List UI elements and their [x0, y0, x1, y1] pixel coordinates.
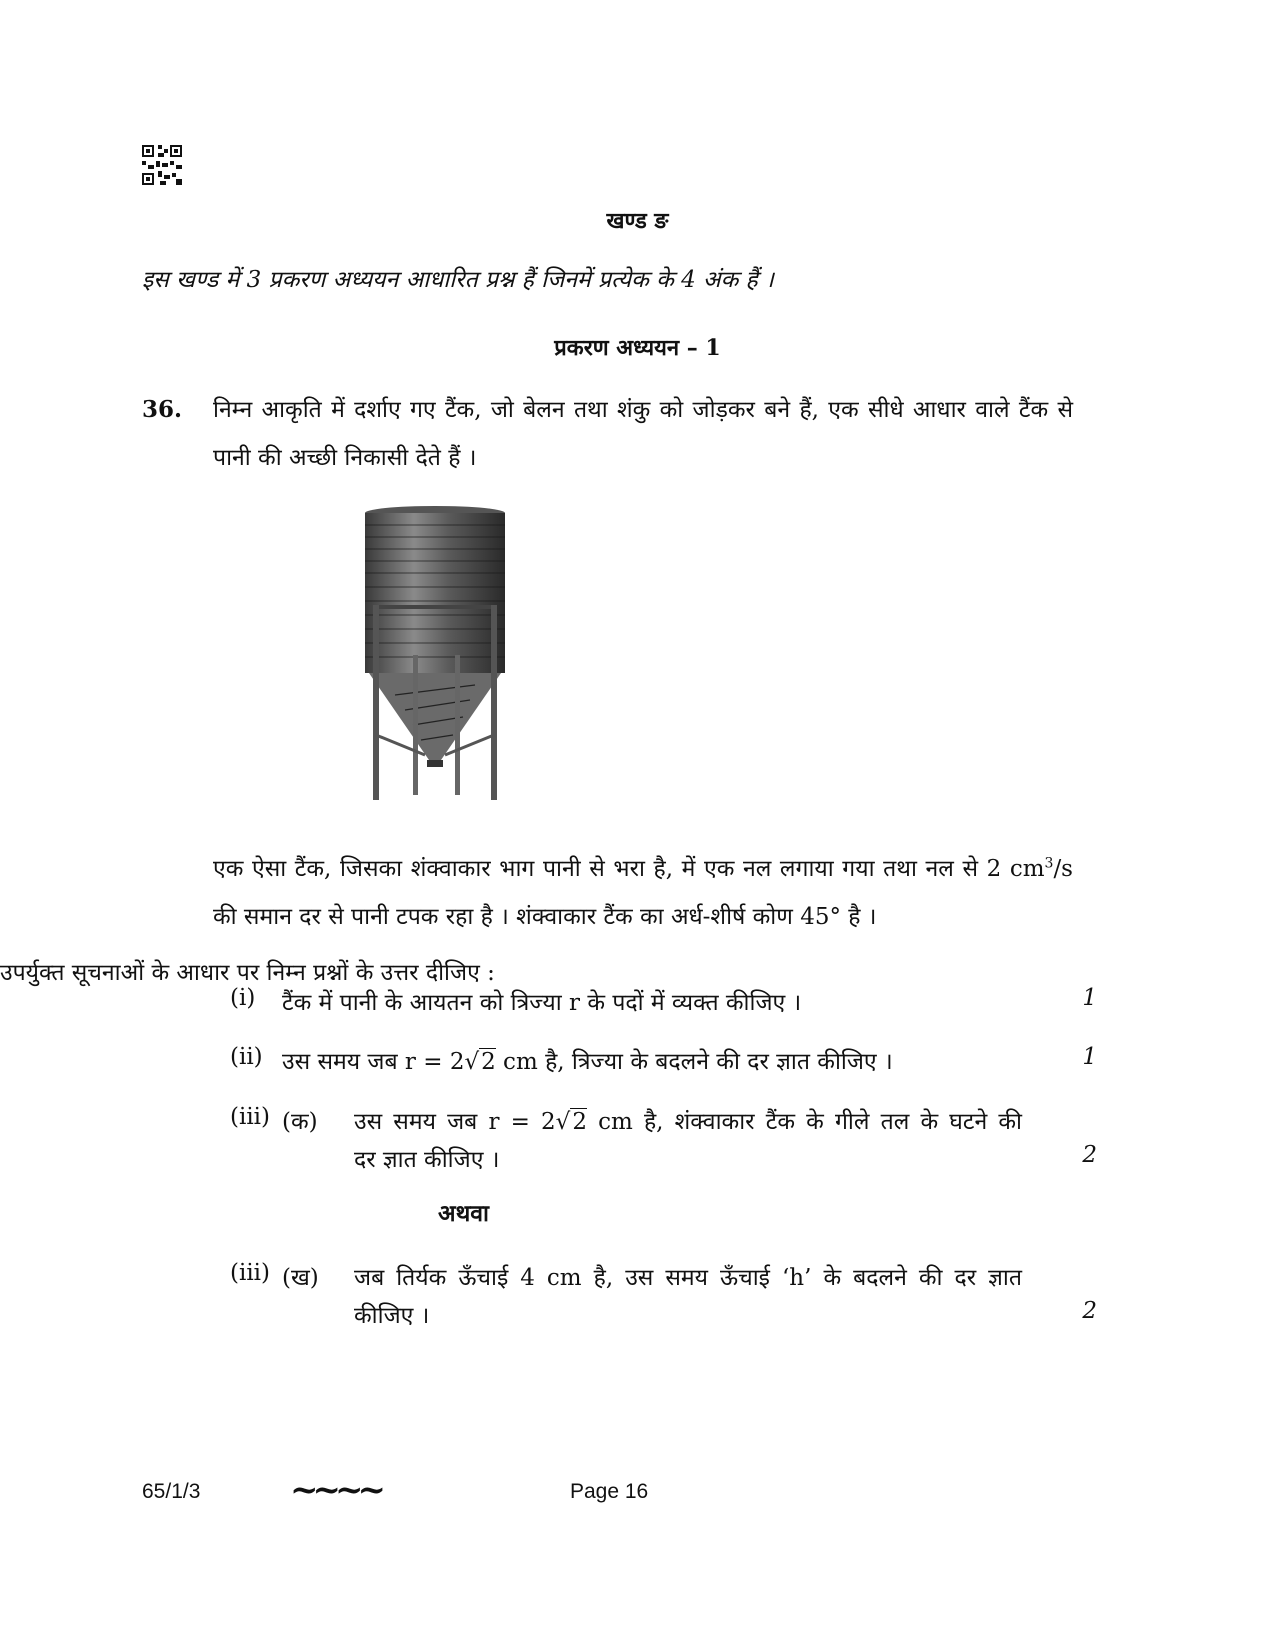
- case-study-prompt: उपर्युक्त सूचनाओं के आधार पर निम्न प्रश्नों के उत्तर दीजिए :: [0, 960, 495, 986]
- case-study-title: प्रकरण अध्ययन – 1: [554, 335, 721, 361]
- page-number: Page 16: [570, 1480, 649, 1503]
- section-title: खण्ड ङ: [606, 208, 669, 234]
- subquestion-text: उस समय जब r = 2√2 cm है, शंक्वाकार टैंक के गीले तल के घटने की: [354, 1109, 1022, 1135]
- case-study-intro: निम्न आकृति में दर्शाए गए टैंक, जो बेलन तथा शंकु को जोड़कर बने हैं, एक सीधे आधार वाले टैंक से पानी की अच्छी निकासी देते हैं ।: [213, 397, 1073, 471]
- or-label: अथवा: [438, 1200, 490, 1227]
- decorative-wave-mark: ~~~~: [290, 1470, 380, 1510]
- marks: 2: [1082, 1298, 1097, 1324]
- paper-code: 65/1/3: [142, 1480, 201, 1503]
- subquestion-option: (क): [282, 1109, 318, 1135]
- cylindrical-conical-tank-image: [355, 505, 515, 805]
- subquestion-text-cont: कीजिए ।: [354, 1303, 430, 1329]
- subquestion-number: (ii): [230, 1044, 263, 1070]
- section-instructions: इस खण्ड में 3 प्रकरण अध्ययन आधारित प्रश्न हैं जिनमें प्रत्येक के 4 अंक हैं ।: [142, 267, 774, 293]
- subquestion-option: (ख): [282, 1265, 319, 1291]
- subquestion-text-cont: दर ज्ञात कीजिए ।: [354, 1147, 500, 1173]
- subquestion-number: (iii): [230, 1260, 271, 1286]
- subquestion-number: (iii): [230, 1104, 271, 1130]
- marks: 2: [1082, 1142, 1097, 1168]
- case-study-details: एक ऐसा टैंक, जिसका शंक्वाकार भाग पानी से भरा है, में एक नल लगाया गया तथा नल से 2 $cm^3/s$ की समान दर से पानी टपक रहा है । शंक्वाकार टैंक का अर्ध-शीर्ष कोण 45° है ।: [213, 855, 1073, 930]
- qr-code-icon: [142, 145, 182, 185]
- subquestion-number: (i): [230, 985, 256, 1011]
- marks: 1: [1082, 985, 1097, 1011]
- subquestion-text: जब तिर्यक ऊँचाई 4 cm है, उस समय ऊँचाई ‘h’ के बदलने की दर ज्ञात: [354, 1265, 1022, 1291]
- subquestion-text: टैंक में पानी के आयतन को त्रिज्या r के पदों में व्यक्त कीजिए ।: [282, 990, 802, 1016]
- marks: 1: [1082, 1044, 1097, 1070]
- subquestion-text: उस समय जब r = 2√2 cm है, त्रिज्या के बदलने की दर ज्ञात कीजिए ।: [282, 1049, 893, 1075]
- question-number: 36.: [142, 396, 183, 423]
